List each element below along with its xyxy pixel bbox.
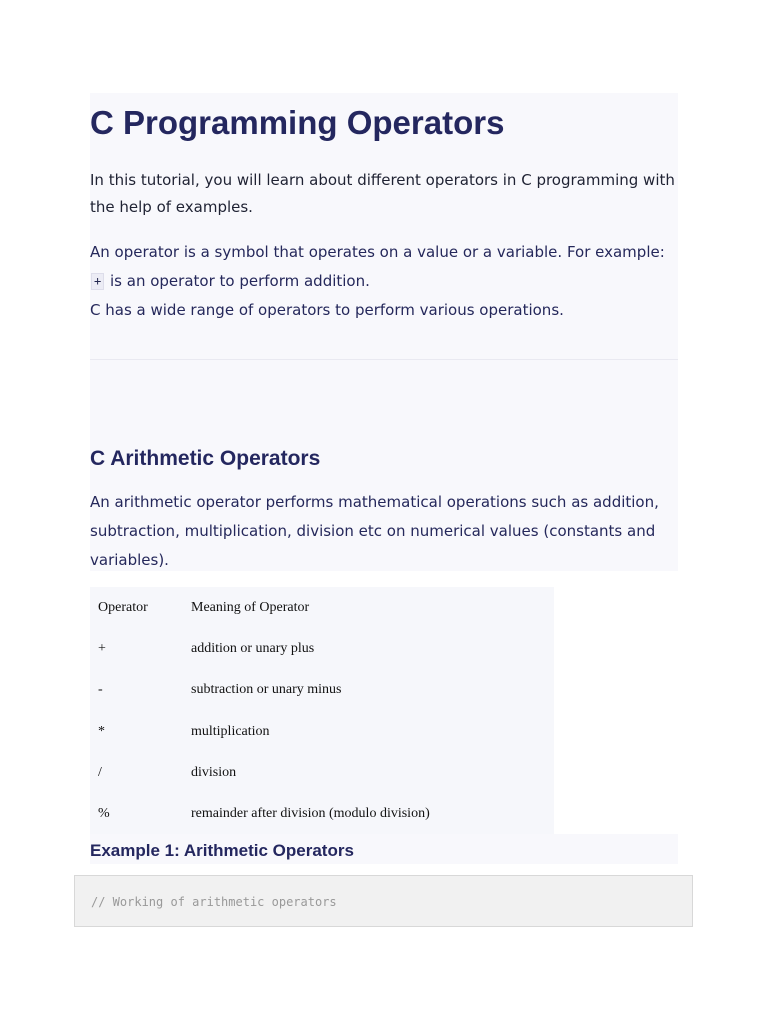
intro-paragraph: In this tutorial, you will learn about different operators in C programming with the help of examples. <box>90 171 675 216</box>
example-heading: Example 1: Arithmetic Operators <box>90 841 354 860</box>
meaning-cell: addition or unary plus <box>191 640 315 656</box>
operator-range-text: C has a wide range of operators to perform various operations. <box>90 301 564 319</box>
page-title: C Programming Operators <box>90 104 505 141</box>
table-header-row <box>90 587 554 628</box>
section-divider <box>90 359 678 360</box>
operator-cell: + <box>98 640 106 656</box>
meaning-cell: division <box>191 764 237 780</box>
operator-cell: / <box>98 764 102 780</box>
operator-cell: - <box>98 682 103 698</box>
arithmetic-operator-table <box>90 587 554 835</box>
code-example-block[interactable] <box>74 875 693 927</box>
operator-definition-text: An operator is a symbol that operates on a value or a variable. For example: <box>90 243 665 261</box>
code-comment: // Working of arithmetic operators <box>91 895 337 909</box>
meaning-cell: subtraction or unary minus <box>191 682 342 698</box>
arithmetic-operators-heading: C Arithmetic Operators <box>90 447 321 470</box>
table-row <box>90 670 554 711</box>
table-row <box>90 628 554 669</box>
table-row <box>90 711 554 752</box>
meaning-cell: multiplication <box>191 723 270 739</box>
operator-definition-paragraph <box>90 238 676 325</box>
arithmetic-description: An arithmetic operator performs mathematical operations such as addition, subtraction, multiplication, division etc on numerical values (constants and variables). <box>90 493 659 569</box>
table-header-operator: Operator <box>98 599 148 615</box>
table-row <box>90 793 554 834</box>
operator-cell: * <box>98 723 105 739</box>
table-row <box>90 752 554 793</box>
operator-cell: % <box>98 806 110 822</box>
meaning-cell: remainder after division (modulo division) <box>191 806 430 822</box>
operator-definition-continuation: is an operator to perform addition. <box>105 272 370 290</box>
table-header-meaning: Meaning of Operator <box>191 599 310 615</box>
inline-code-plus: + <box>91 273 104 290</box>
